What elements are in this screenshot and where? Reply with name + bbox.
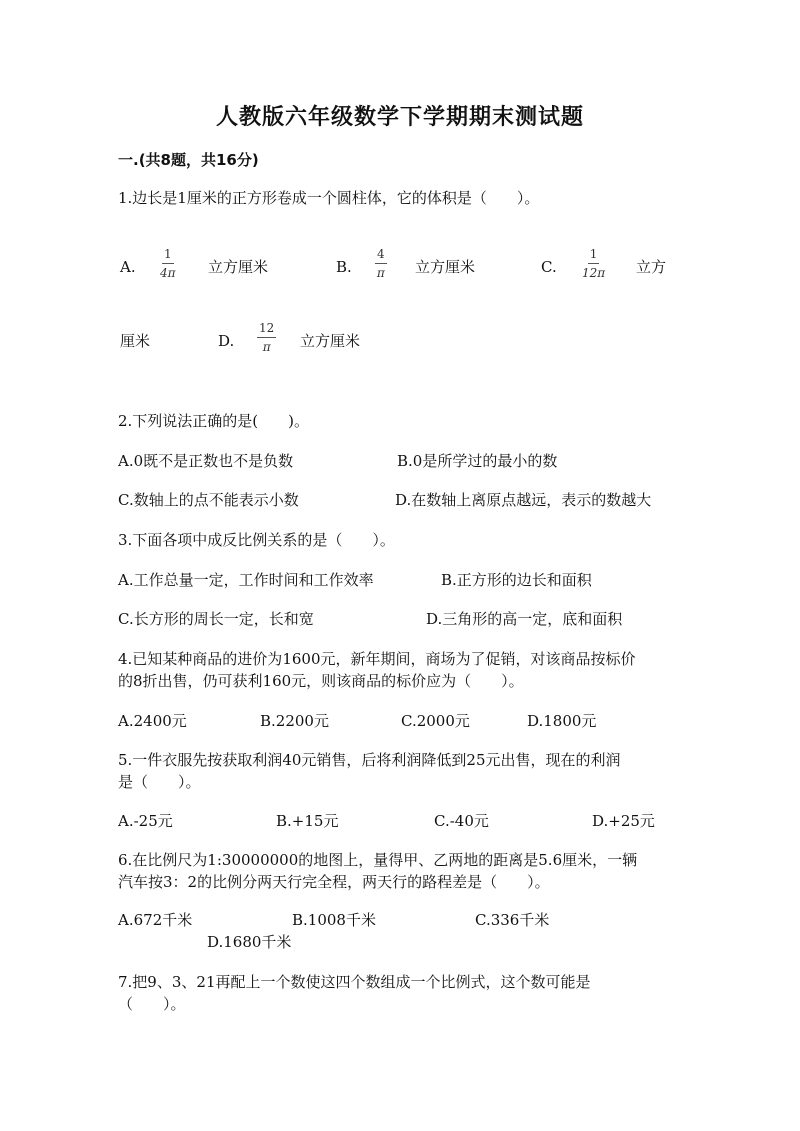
question-3-stem: 3.下面各项中成反比例关系的是（ ）。 [118, 531, 395, 549]
q6-option-d: D.1680千米 [207, 933, 292, 951]
q1-option-c-unit-wrap: 厘米 [120, 332, 151, 350]
question-4-stem-line-2: 的8折出售，仍可获利160元，则该商品的标价应为（ ）。 [118, 672, 524, 690]
q1-option-a-label: A. [120, 258, 136, 276]
q1-option-b-unit: 立方厘米 [415, 258, 476, 276]
fraction-numerator: 1 [162, 247, 174, 264]
fraction-numerator: 4 [375, 247, 387, 264]
question-1-stem: 1.边长是1厘米的正方形卷成一个圆柱体，它的体积是（ ）。 [118, 189, 540, 207]
question-7-stem-line-2: （ ）。 [118, 995, 186, 1013]
q1-option-c-label: C. [541, 258, 557, 276]
fraction-denominator: π [262, 340, 271, 354]
q3-option-b: B.正方形的边长和面积 [441, 571, 592, 589]
q2-option-a: A.0既不是正数也不是负数 [118, 452, 294, 470]
q1-option-d-unit: 立方厘米 [300, 332, 361, 350]
q5-option-b: B.+15元 [276, 812, 339, 830]
section-heading: 一.(共8题，共16分) [118, 151, 259, 169]
q2-option-c: C.数轴上的点不能表示小数 [118, 491, 299, 509]
q1-option-a-unit: 立方厘米 [208, 258, 269, 276]
q3-option-d: D.三角形的高一定，底和面积 [426, 610, 623, 628]
q1-option-c-fraction [582, 247, 605, 280]
q4-option-a: A.2400元 [118, 712, 187, 730]
q5-option-a: A.-25元 [118, 812, 173, 830]
q1-option-c-unit: 立方 [636, 258, 667, 276]
q1-option-a-fraction [160, 247, 176, 280]
q3-option-c: C.长方形的周长一定，长和宽 [118, 610, 314, 628]
q1-option-b-fraction [375, 247, 387, 280]
q6-option-a: A.672千米 [118, 911, 193, 929]
q5-option-c: C.-40元 [434, 812, 489, 830]
fraction-numerator: 12 [257, 321, 276, 338]
q4-option-c: C.2000元 [401, 712, 470, 730]
question-4-stem-line-1: 4.已知某种商品的进价为1600元，新年期间，商场为了促销，对该商品按标价 [118, 650, 636, 668]
q5-option-d: D.+25元 [592, 812, 655, 830]
q6-option-b: B.1008千米 [292, 911, 376, 929]
q2-option-d: D.在数轴上离原点越远，表示的数越大 [395, 491, 652, 509]
question-2-stem: 2.下列说法正确的是( )。 [118, 412, 310, 430]
fraction-denominator: 4π [160, 266, 176, 280]
q1-option-d-fraction [257, 321, 276, 354]
question-5-stem-line-1: 5.一件衣服先按获取利润40元销售，后将利润降低到25元出售，现在的利润 [118, 751, 621, 769]
question-5-stem-line-2: 是（ ）。 [118, 773, 201, 791]
fraction-denominator: π [376, 266, 385, 280]
q3-option-a: A.工作总量一定，工作时间和工作效率 [118, 571, 374, 589]
question-6-stem-line-1: 6.在比例尺为1:30000000的地图上，量得甲、乙两地的距离是5.6厘米，一辆 [118, 851, 638, 869]
q6-option-c: C.336千米 [475, 911, 550, 929]
question-7-stem-line-1: 7.把9、3、21再配上一个数使这四个数组成一个比例式，这个数可能是 [118, 973, 591, 991]
fraction-denominator: 12π [582, 266, 606, 280]
q4-option-b: B.2200元 [260, 712, 329, 730]
fraction-numerator: 1 [588, 247, 600, 264]
page-title: 人教版六年级数学下学期期末测试题 [215, 105, 584, 130]
q1-option-b-label: B. [336, 258, 352, 276]
question-6-stem-line-2: 汽车按3：2的比例分两天行完全程，两天行的路程差是（ ）。 [118, 873, 550, 891]
q4-option-d: D.1800元 [527, 712, 597, 730]
q2-option-b: B.0是所学过的最小的数 [397, 452, 558, 470]
q1-option-d-label: D. [218, 332, 235, 350]
